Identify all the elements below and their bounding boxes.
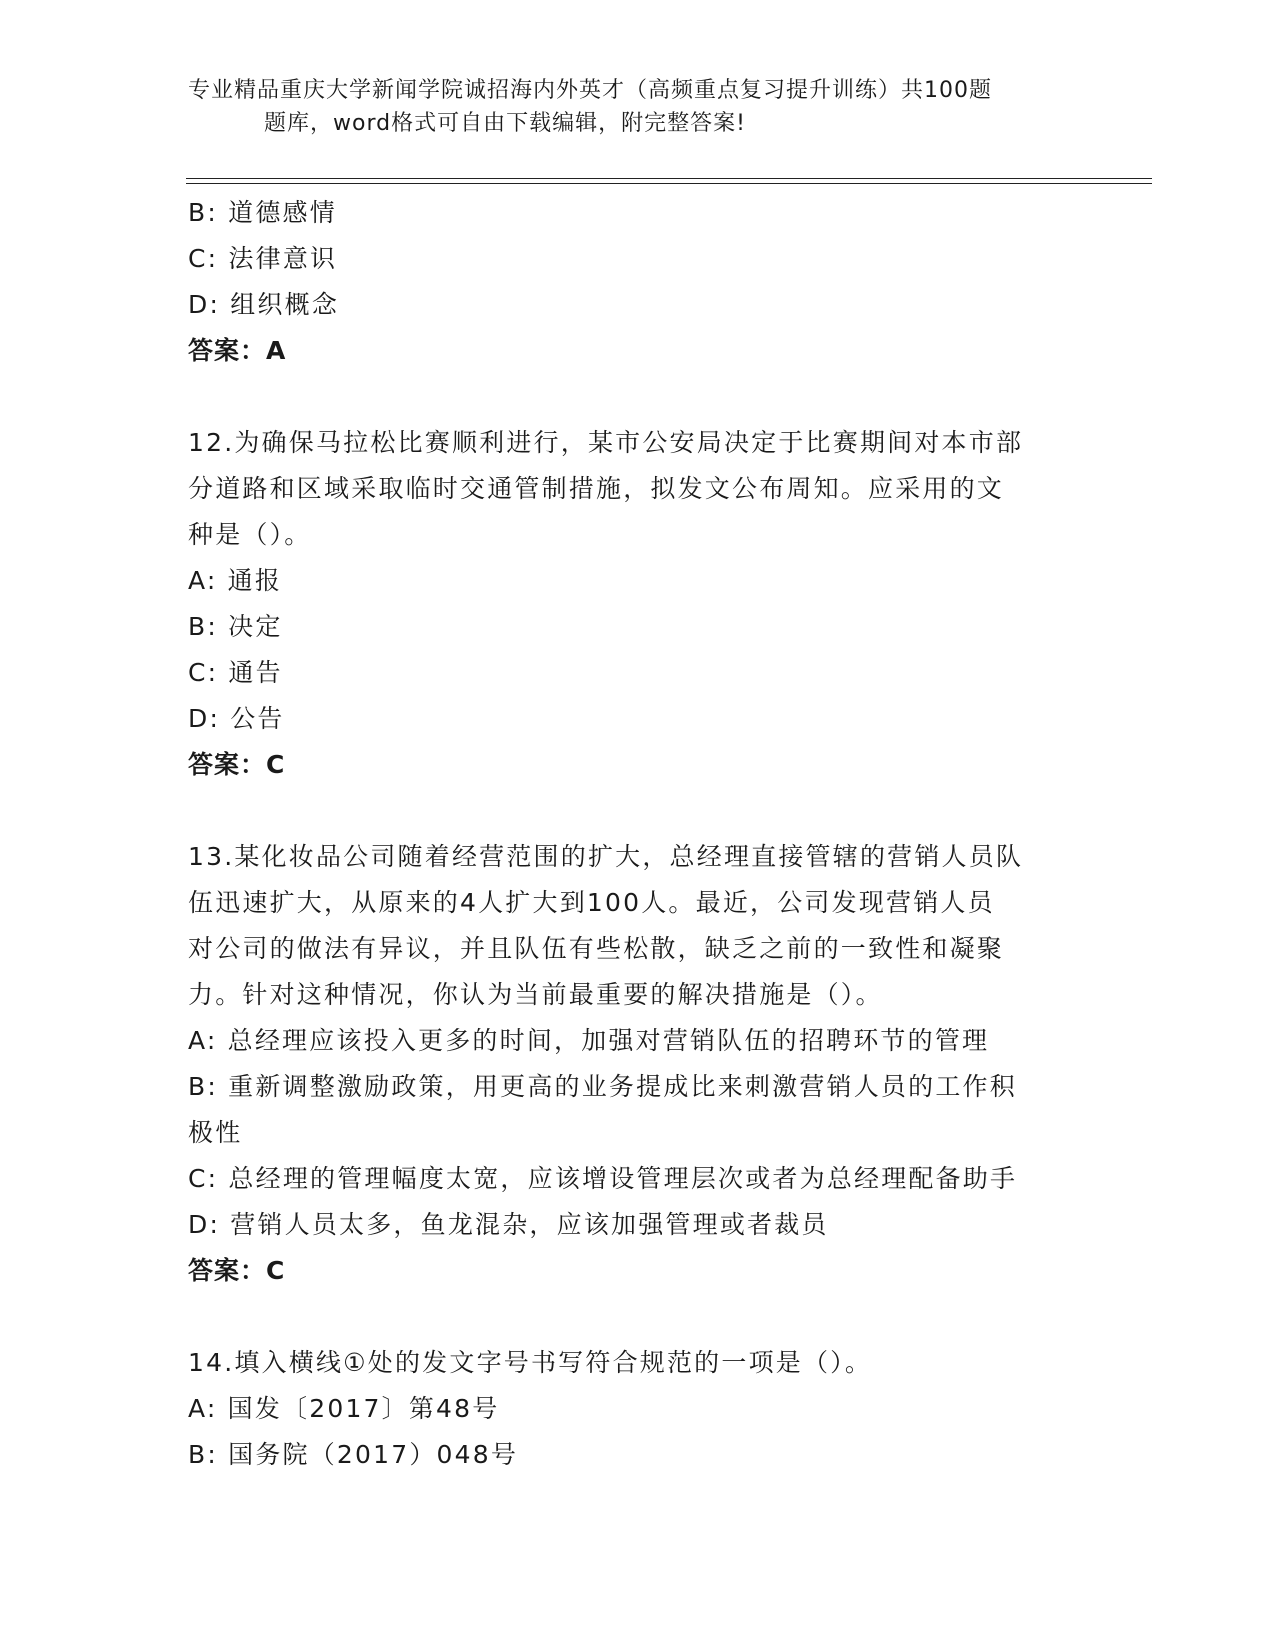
q12-option-d: D: 公告	[188, 704, 285, 733]
q13-option-c: C: 总经理的管理幅度太宽，应该增设管理层次或者为总经理配备助手	[188, 1164, 1018, 1193]
q12-stem-line-3: 种是（）。	[188, 520, 312, 549]
q13-answer: 答案：C	[188, 1256, 286, 1285]
document-header	[188, 74, 1068, 140]
q12-option-a: A: 通报	[188, 566, 283, 595]
q13-stem-line-3: 对公司的做法有异议，并且队伍有些松散，缺乏之前的一致性和凝聚	[188, 934, 1005, 963]
question-content	[188, 190, 1078, 1478]
q12-stem-line-1: 12.为确保马拉松比赛顺利进行，某市公安局决定于比赛期间对本市部	[188, 428, 1024, 457]
q13-option-b-line-2: 极性	[188, 1118, 243, 1147]
q14-stem-line-1: 14.填入横线①处的发文字号书写符合规范的一项是（）。	[188, 1348, 873, 1377]
q14-option-b: B: 国务院（2017）048号	[188, 1440, 519, 1469]
header-rule-bottom	[186, 183, 1152, 184]
q13-option-b-line-1: B: 重新调整激励政策，用更高的业务提成比来刺激营销人员的工作积	[188, 1072, 1017, 1101]
spacer	[188, 788, 1078, 834]
q14-option-a: A: 国发〔2017〕第48号	[188, 1394, 500, 1423]
q11-answer: 答案：A	[188, 336, 287, 365]
header-title-line-2: 题库，word格式可自由下载编辑，附完整答案!	[264, 111, 746, 136]
q12-stem-line-2: 分道路和区域采取临时交通管制措施，拟发文公布周知。应采用的文	[188, 474, 1005, 503]
q11-option-b: B: 道德感情	[188, 198, 337, 227]
q11-option-c: C: 法律意识	[188, 244, 338, 273]
q11-option-d: D: 组织概念	[188, 290, 340, 319]
spacer	[188, 1294, 1078, 1340]
q13-option-a: A: 总经理应该投入更多的时间，加强对营销队伍的招聘环节的管理	[188, 1026, 990, 1055]
header-title-line-1: 专业精品重庆大学新闻学院诚招海内外英才（高频重点复习提升训练）共100题	[188, 78, 992, 103]
q13-stem-line-4: 力。针对这种情况，你认为当前最重要的解决措施是（）。	[188, 980, 883, 1009]
spacer	[188, 374, 1078, 420]
q12-answer: 答案：C	[188, 750, 286, 779]
q12-option-b: B: 决定	[188, 612, 283, 641]
header-rule-top	[186, 178, 1152, 179]
q13-stem-line-1: 13.某化妆品公司随着经营范围的扩大，总经理直接管辖的营销人员队	[188, 842, 1024, 871]
q13-stem-line-2: 伍迅速扩大，从原来的4人扩大到100人。最近，公司发现营销人员	[188, 888, 995, 917]
q12-option-c: C: 通告	[188, 658, 283, 687]
q13-option-d: D: 营销人员太多，鱼龙混杂，应该加强管理或者裁员	[188, 1210, 829, 1239]
